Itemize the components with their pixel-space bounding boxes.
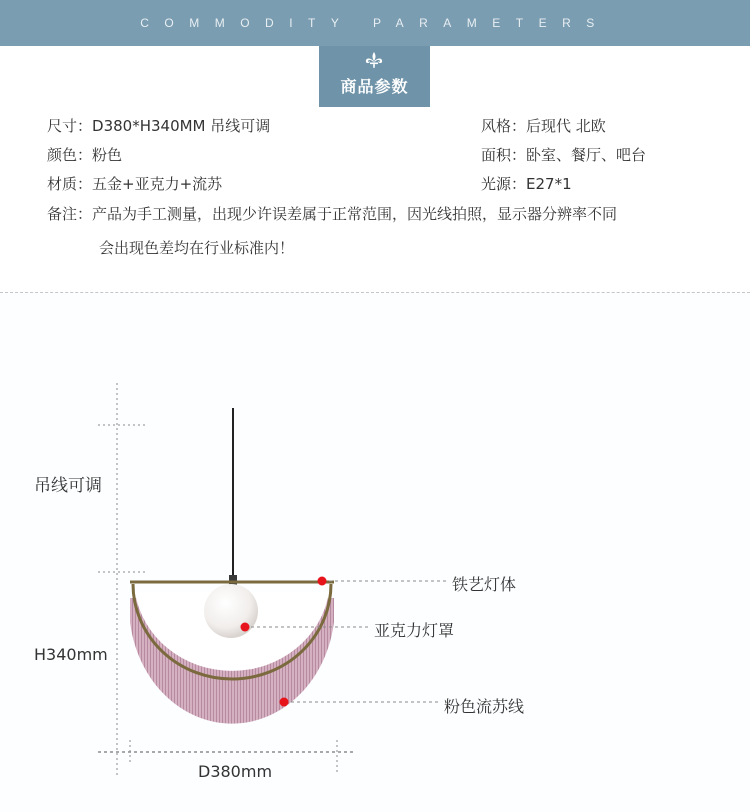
material-label: 材质： — [47, 175, 93, 193]
tassel-callout-label: 粉色流苏线 — [444, 697, 525, 716]
banner-text: COMMODITY PARAMETERS — [140, 16, 610, 30]
shade-callout-label: 亚克力灯罩 — [374, 621, 455, 640]
color-label: 颜色： — [47, 146, 93, 164]
color-value: 粉色 — [92, 146, 123, 164]
note-line-1: 产品为手工测量，出现少许误差属于正常范围，因光线拍照，显示器分辨率不同 — [92, 205, 618, 223]
tassel-marker-dot — [280, 698, 289, 707]
size-label: 尺寸： — [47, 117, 93, 135]
style-value: 后现代 北欧 — [526, 117, 606, 135]
style-label: 风格： — [481, 117, 527, 135]
area-value: 卧室、餐厅、吧台 — [526, 146, 647, 164]
size-value: D380*H340MM 吊线可调 — [92, 117, 271, 135]
section-title: 商品参数 — [340, 77, 409, 96]
frame-callout-label: 铁艺灯体 — [452, 575, 517, 594]
cord-adjustable-label: 吊线可调 — [34, 476, 102, 496]
note-line-2: 会出现色差均在行业标准内！ — [99, 239, 295, 257]
shade-marker-dot — [241, 623, 250, 632]
height-dimension-label: H340mm — [34, 645, 108, 664]
width-dimension-label: D380mm — [198, 762, 273, 781]
material-value: 五金+亚克力+流苏 — [92, 175, 223, 193]
light-source-label: 光源： — [481, 175, 527, 193]
light-source-value: E27*1 — [526, 175, 572, 193]
note-label: 备注： — [47, 205, 93, 223]
frame-marker-dot — [318, 577, 327, 586]
area-label: 面积： — [481, 146, 527, 164]
acrylic-globe-shade — [204, 584, 258, 638]
